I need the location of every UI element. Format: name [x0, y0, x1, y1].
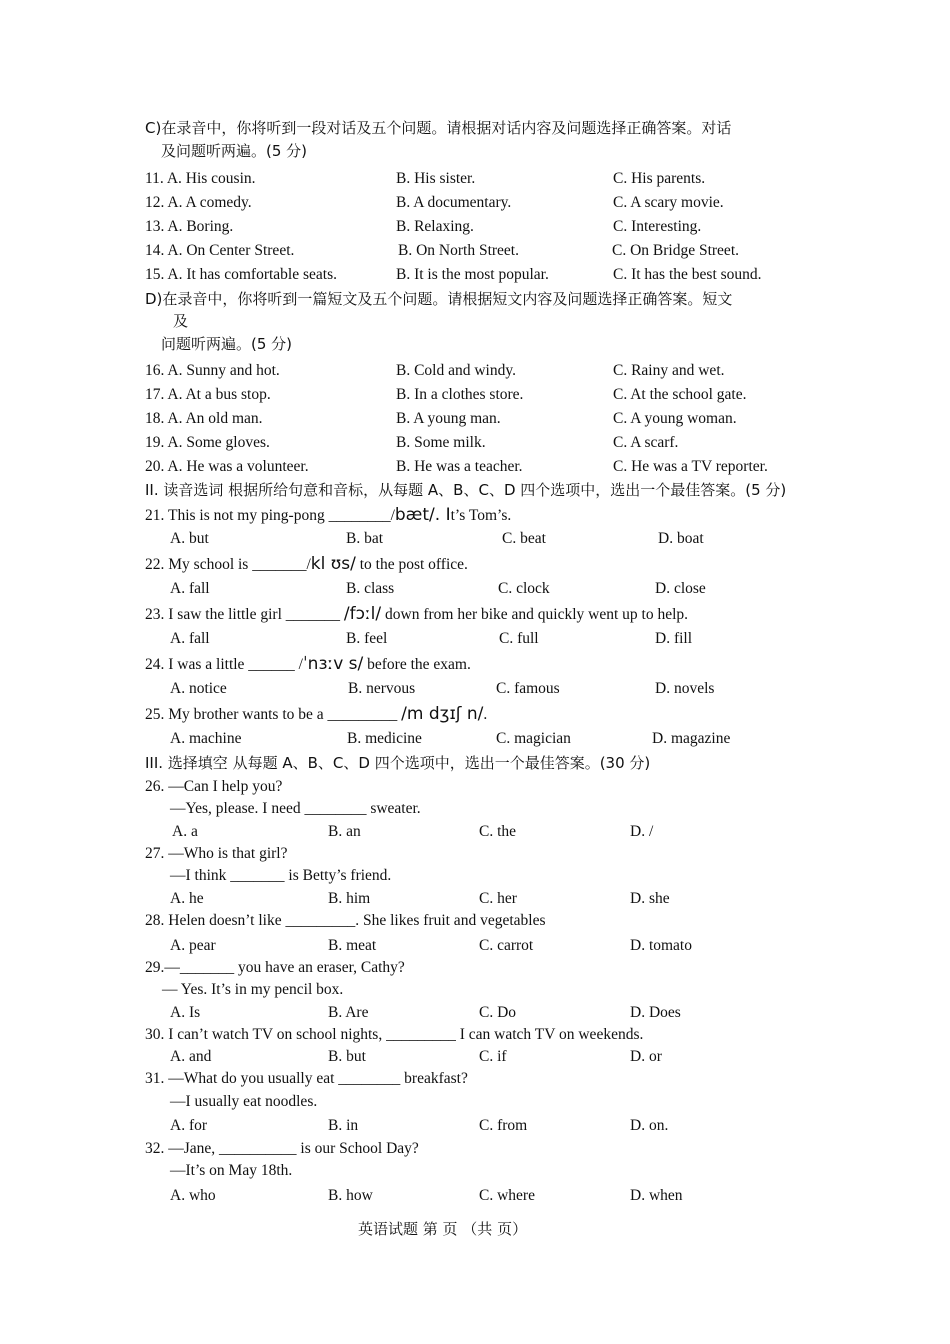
q23-option-a: A. fall [170, 630, 210, 647]
part-3-heading: III. 选择填空 从每题 A、B、C、D 四个选项中，选出一个最佳答案。(30 分) [145, 754, 651, 772]
q20-option-b: B. He was a teacher. [396, 458, 523, 475]
q22-stem-start: 22. My school is _______/ [145, 556, 311, 573]
q16-option-c: C. Rainy and wet. [613, 362, 725, 379]
q18-option-b: B. A young man. [396, 410, 501, 427]
q23-stem-end: down from her bike and quickly went up to help. [381, 606, 689, 623]
q31-option-b: B. in [328, 1117, 359, 1134]
q19-option-b: B. Some milk. [396, 434, 486, 451]
q30-stem: 30. I can’t watch TV on school nights, _________ I can watch TV on weekends. [145, 1026, 644, 1043]
q12-option-b: B. A documentary. [396, 194, 512, 211]
q13-option-a: 13. A. Boring. [145, 218, 234, 235]
q22-option-d: D. close [655, 580, 706, 597]
q16-option-a: 16. A. Sunny and hot. [145, 362, 280, 379]
q26-stem-reply: —Yes, please. I need ________ sweater. [170, 800, 421, 817]
q32-stem-reply: —It’s on May 18th. [170, 1162, 293, 1179]
q31-option-d: D. on. [630, 1117, 669, 1134]
q16-option-b: B. Cold and windy. [396, 362, 516, 379]
q32-option-a: A. who [170, 1187, 216, 1204]
q25-phonetic: /m dʒɪʃ n/ [401, 704, 484, 724]
q17-option-a: 17. A. At a bus stop. [145, 386, 271, 403]
q27-stem: 27. —Who is that girl? [145, 845, 288, 862]
q25-option-b: B. medicine [347, 730, 422, 747]
q30-option-d: D. or [630, 1048, 662, 1065]
q29-option-a: A. Is [170, 1004, 201, 1021]
q29-stem-reply: — Yes. It’s in my pencil box. [162, 981, 344, 998]
section-d-heading-cont-2: 问题听两遍。(5 分) [161, 335, 293, 353]
q22-stem [145, 554, 468, 575]
q32-option-b: B. how [328, 1187, 373, 1204]
q24-stem [145, 654, 471, 675]
q25-option-a: A. machine [170, 730, 242, 747]
q20-option-c: C. He was a TV reporter. [613, 458, 768, 475]
q28-option-b: B. meat [328, 937, 377, 954]
q30-option-a: A. and [170, 1048, 212, 1065]
q29-option-c: C. Do [479, 1004, 517, 1021]
q24-option-c: C. famous [496, 680, 560, 697]
q26-stem: 26. —Can I help you? [145, 778, 283, 795]
q31-option-a: A. for [170, 1117, 208, 1134]
q11-option-c: C. His parents. [613, 170, 706, 187]
q21-option-d: D. boat [658, 530, 704, 547]
q29-option-d: D. Does [630, 1004, 681, 1021]
q31-stem: 31. —What do you usually eat ________ breakfast? [145, 1070, 468, 1087]
q22-stem-end: to the post office. [355, 556, 468, 573]
q24-option-d: D. novels [655, 680, 715, 697]
q25-stem [145, 704, 487, 725]
section-d-heading: D)在录音中，你将听到一篇短文及五个问题。请根据短文内容及问题选择正确答案。短文 [145, 290, 733, 308]
q24-phonetic: ˈnɜːv s/ [303, 654, 364, 674]
q22-phonetic: kl ʊs/ [310, 554, 356, 574]
q21-option-b: B. bat [346, 530, 384, 547]
q32-stem: 32. —Jane, __________ is our School Day? [145, 1140, 419, 1157]
q21-phonetic: bæt/. I [394, 505, 451, 525]
q28-stem: 28. Helen doesn’t like _________. She likes fruit and vegetables [145, 912, 546, 929]
q21-stem-end: t’s Tom’s. [450, 507, 512, 524]
q27-option-a: A. he [170, 890, 204, 907]
section-c-heading: C)在录音中，你将听到一段对话及五个问题。请根据对话内容及问题选择正确答案。对话 [145, 119, 732, 137]
q30-option-b: B. but [328, 1048, 366, 1065]
q23-stem-start: 23. I saw the little girl _______ [145, 606, 344, 623]
q15-option-a: 15. A. It has comfortable seats. [145, 266, 337, 283]
q27-option-d: D. she [630, 890, 670, 907]
q32-option-d: D. when [630, 1187, 683, 1204]
q24-option-a: A. notice [170, 680, 227, 697]
q21-option-c: C. beat [502, 530, 546, 547]
q18-option-c: C. A young woman. [613, 410, 737, 427]
q28-option-c: C. carrot [479, 937, 534, 954]
section-c-heading-cont: 及问题听两遍。(5 分) [161, 142, 308, 160]
q21-stem [145, 505, 511, 526]
q23-option-d: D. fill [655, 630, 693, 647]
q11-option-a: 11. A. His cousin. [145, 170, 256, 187]
q23-option-b: B. feel [346, 630, 388, 647]
q23-stem [145, 604, 688, 625]
q24-option-b: B. nervous [348, 680, 416, 697]
q27-option-b: B. him [328, 890, 371, 907]
q15-option-c: C. It has the best sound. [613, 266, 762, 283]
section-d-heading-cont: 及 [173, 312, 189, 330]
part-2-heading: II. 读音选词 根据所给句意和音标，从每题 A、B、C、D 四个选项中，选出一个最佳答案。(5 分) [145, 481, 787, 499]
q11-option-b: B. His sister. [396, 170, 476, 187]
q14-option-a: 14. A. On Center Street. [145, 242, 295, 259]
q31-option-c: C. from [479, 1117, 528, 1134]
q21-option-a: A. but [170, 530, 209, 547]
q22-option-a: A. fall [170, 580, 210, 597]
q26-option-c: C. the [479, 823, 517, 840]
q13-option-b: B. Relaxing. [396, 218, 474, 235]
q28-option-d: D. tomato [630, 937, 692, 954]
q25-option-d: D. magazine [652, 730, 731, 747]
q18-option-a: 18. A. An old man. [145, 410, 263, 427]
q24-stem-start: 24. I was a little ______ / [145, 656, 303, 673]
q22-option-b: B. class [346, 580, 395, 597]
q28-option-a: A. pear [170, 937, 216, 954]
q13-option-c: C. Interesting. [613, 218, 702, 235]
q17-option-c: C. At the school gate. [613, 386, 747, 403]
q14-option-b: B. On North Street. [398, 242, 519, 259]
q19-option-c: C. A scarf. [613, 434, 679, 451]
q29-option-b: B. Are [328, 1004, 369, 1021]
q25-stem-start: 25. My brother wants to be a _________ [145, 706, 402, 723]
q19-option-a: 19. A. Some gloves. [145, 434, 270, 451]
q12-option-c: C. A scary movie. [613, 194, 724, 211]
q12-option-a: 12. A. A comedy. [145, 194, 252, 211]
q32-option-c: C. where [479, 1187, 535, 1204]
q26-option-a: A. a [172, 823, 198, 840]
q31-stem-reply: —I usually eat noodles. [170, 1093, 318, 1110]
q15-option-b: B. It is the most popular. [396, 266, 549, 283]
q17-option-b: B. In a clothes store. [396, 386, 524, 403]
q27-stem-reply: —I think _______ is Betty’s friend. [170, 867, 392, 884]
q20-option-a: 20. A. He was a volunteer. [145, 458, 309, 475]
page-footer: 英语试题 第 页 （共 页） [358, 1220, 528, 1238]
q30-option-c: C. if [479, 1048, 507, 1065]
q25-stem-end: . [483, 706, 488, 723]
q26-option-d: D. / [630, 823, 654, 840]
q29-stem: 29.—_______ you have an eraser, Cathy? [145, 959, 405, 976]
q22-option-c: C. clock [498, 580, 550, 597]
q25-option-c: C. magician [496, 730, 571, 747]
q14-option-c: C. On Bridge Street. [612, 242, 739, 259]
q23-phonetic: /fɔːl/ [343, 604, 382, 624]
q27-option-c: C. her [479, 890, 517, 907]
q23-option-c: C. full [499, 630, 539, 647]
q24-stem-end: before the exam. [363, 656, 471, 673]
q21-stem-start: 21. This is not my ping-pong ________/ [145, 507, 395, 524]
q26-option-b: B. an [328, 823, 361, 840]
